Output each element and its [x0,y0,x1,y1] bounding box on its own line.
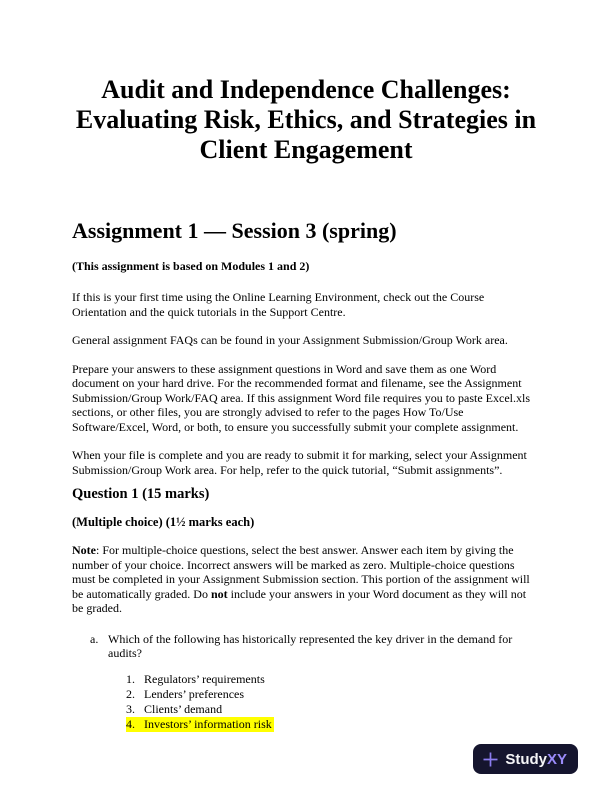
option-4-number: 4. [126,716,135,731]
document-title-line-3: Client Engagement [199,135,413,164]
intro-paragraph-3: Prepare your answers to these assignment questions in Word and save them as one Word document on your hard drive. For the recommended format and filename, see the Assignment Submission/Group Work/FAQ area. If this assignment Word file requires you to paste Excel.xls sections, or other files, you are strongly advised to refer to the pages How To/Use Software/Excel, Word, or both, to ensure you successfully submit your complete assignment. [72,361,530,434]
option-inner [126,687,246,702]
option-inner [126,672,267,687]
option-row-2 [72,687,540,702]
studyxy-logo-badge [473,744,578,774]
question-item-a [72,632,540,661]
option-2-number: 2. [126,686,135,701]
modules-note: (This assignment is based on Modules 1 and 2) [72,259,310,273]
plus-icon [482,751,499,768]
option-inner [126,717,274,732]
option-4-text: Investors’ information risk [144,716,272,731]
option-3-number: 3. [126,701,135,716]
intro-paragraph-2: General assignment FAQs can be found in your Assignment Submission/Group Work area. [72,333,508,347]
answer-options-list [72,672,540,732]
option-1-text: Regulators’ requirements [144,671,265,686]
option-inner [126,702,224,717]
item-a-text: Which of the following has historically represented the key driver in the demand for audits? [108,631,513,660]
question-1-type-line: (Multiple choice) (1½ marks each) [72,515,255,529]
note-text-before: : For multiple-choice questions, select the best answer. Answer each item by giving the number of your choice. Incorrect answers will be marked as zero. Multiple-choice questions must be completed in your Assignment Submission section. This portion of the assignment will be automatically graded. Do [72,543,530,601]
intro-paragraph-1: If this is your first time using the Online Learning Environment, check out the Course Orientation and the quick tutorials in the Support Centre. [72,290,485,319]
document-title [72,75,540,165]
option-row-4 [72,717,540,732]
option-2-text: Lenders’ preferences [144,686,245,701]
document-title-line-2: Evaluating Risk, Ethics, and Strategies in [75,105,537,134]
note-text-after: include your answers in your Word document as they will not be graded. [72,586,527,615]
item-a-marker: a. [90,631,99,646]
option-3-text: Clients’ demand [144,701,223,716]
intro-paragraph-4: When your file is complete and you are ready to submit it for marking, select your Assignment Submission/Group Work area. For help, refer to the quick tutorial, “Submit assignments”. [72,448,527,477]
document-title-line-1: Audit and Independence Challenges: [101,75,511,104]
option-1-number: 1. [126,671,135,686]
brand-primary-text: Study [505,750,547,768]
note-label: Note [72,543,96,557]
assignment-session-heading: Assignment 1 — Session 3 (spring) [72,218,397,243]
note-paragraph [72,543,540,616]
brand-accent-text: XY [546,750,567,768]
question-1-heading: Question 1 (15 marks) [72,486,210,502]
brand-text [505,751,567,768]
option-row-1 [72,672,540,687]
note-bold-word: not [210,586,228,601]
option-row-3 [72,702,540,717]
